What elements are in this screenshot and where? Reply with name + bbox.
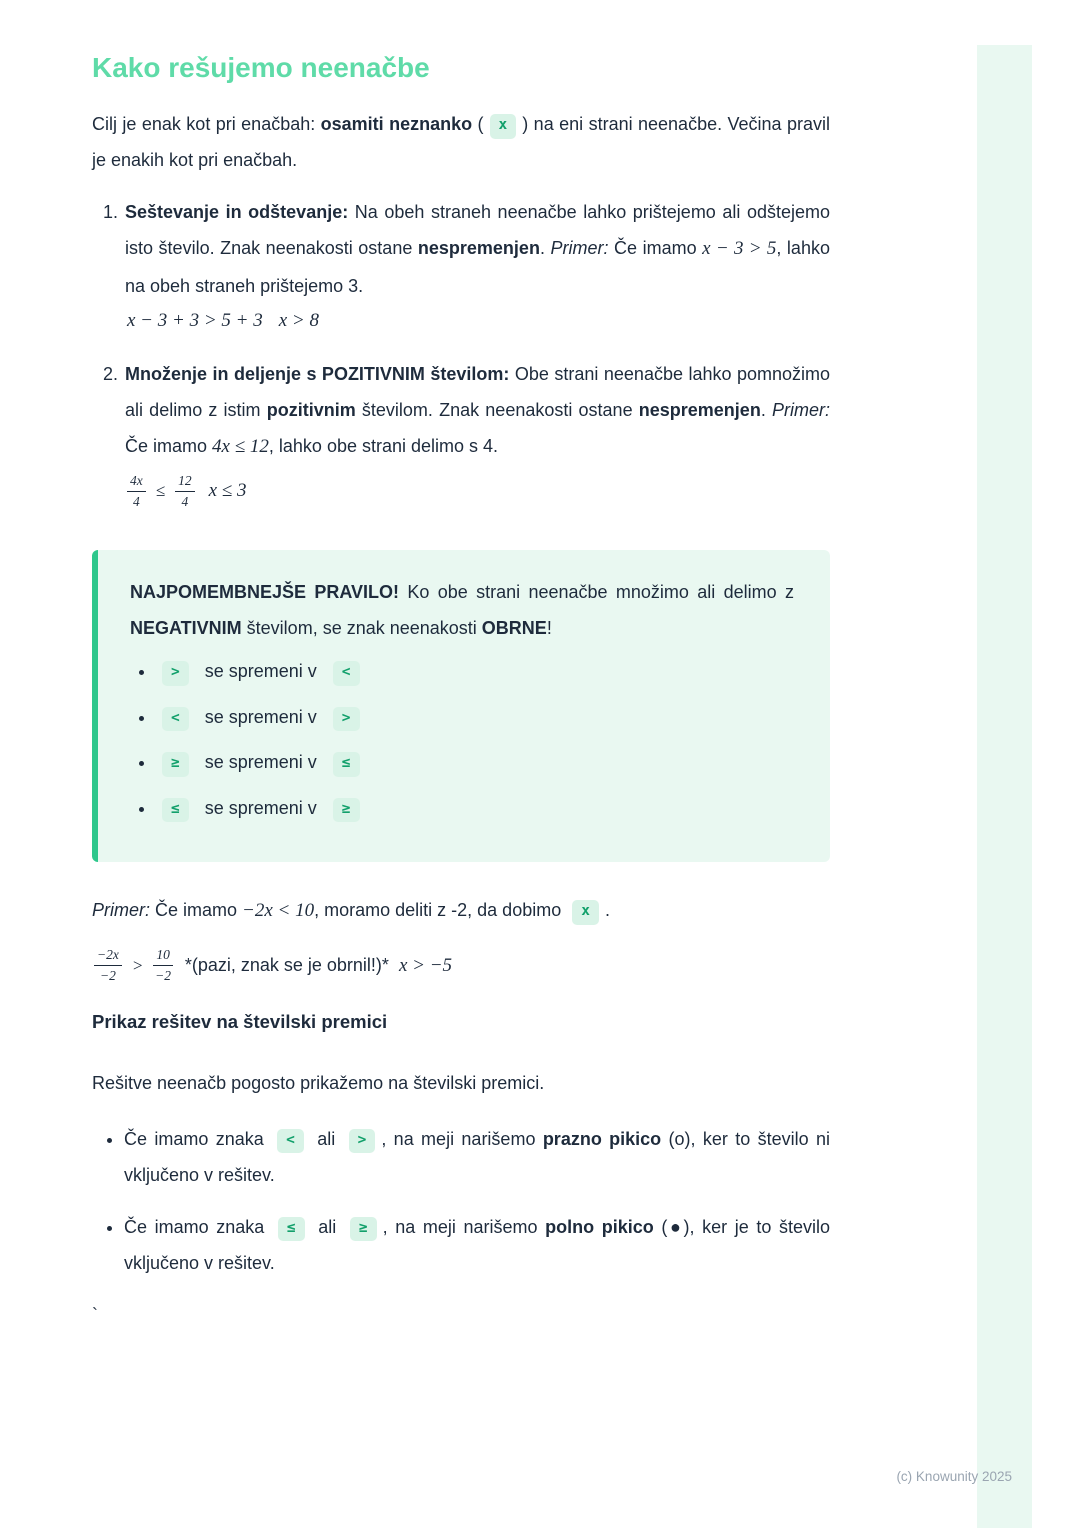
math-text: x − 3 > 5 bbox=[702, 238, 777, 259]
x-chip: x bbox=[572, 900, 599, 925]
math-text: −2x < 10 bbox=[242, 900, 315, 922]
rule-item-multiplication bbox=[92, 356, 830, 536]
fraction bbox=[153, 946, 173, 984]
fraction-math-line bbox=[127, 472, 830, 510]
list-number: 2. bbox=[103, 364, 119, 384]
text-run: , moramo deliti z -2, da dobimo bbox=[314, 900, 567, 921]
symbol-change-row bbox=[156, 747, 794, 778]
math-text: x > −5 bbox=[398, 954, 453, 976]
math-text: x ≤ 3 bbox=[208, 480, 247, 502]
text-run: (●), ker je to število vključeno v rešitev. bbox=[124, 1216, 831, 1273]
symbol-chip: ≤ bbox=[162, 798, 189, 823]
bold-text: prazno pikico bbox=[542, 1128, 662, 1149]
bold-text: OBRNE bbox=[481, 618, 547, 639]
fraction-numerator: 10 bbox=[153, 946, 173, 966]
fraction bbox=[127, 472, 146, 510]
symbol-change-row bbox=[156, 656, 794, 687]
math-text: 4x ≤ 12 bbox=[212, 436, 269, 457]
text-run: , na meji narišemo bbox=[382, 1216, 546, 1237]
text-run: Če imamo bbox=[150, 900, 243, 921]
text-run: se spremeni v bbox=[204, 797, 317, 818]
bold-text: nespremenjen bbox=[417, 238, 540, 258]
page-title: Kako rešujemo neenačbe bbox=[92, 52, 430, 83]
fraction-denominator: −2 bbox=[99, 968, 116, 984]
inequality-operator: ≤ bbox=[155, 481, 166, 501]
bold-text: osamiti neznanko bbox=[320, 114, 473, 134]
symbol-chip: ≥ bbox=[162, 752, 189, 777]
symbol-chip: > bbox=[349, 1129, 376, 1154]
fraction-denominator: −2 bbox=[155, 968, 172, 984]
fraction-denominator: 4 bbox=[181, 493, 189, 509]
text-run: Če imamo znaka bbox=[124, 1128, 272, 1149]
list-number: 1. bbox=[103, 202, 119, 222]
text-run: . bbox=[604, 900, 610, 921]
fraction bbox=[94, 946, 122, 984]
numberline-bullet bbox=[124, 1209, 830, 1281]
symbol-change-row bbox=[156, 702, 794, 733]
symbol-chip: > bbox=[162, 661, 189, 686]
fraction-numerator: 4x bbox=[127, 472, 146, 492]
text-run: se spremeni v bbox=[204, 661, 317, 682]
warning-note: *(pazi, znak se je obrnil!)* bbox=[184, 955, 389, 976]
symbol-change-row bbox=[156, 793, 794, 824]
text-run: Ko obe strani neenačbe množimo ali delimo z bbox=[399, 582, 794, 603]
example-math-line bbox=[94, 946, 830, 984]
text-run: , na meji narišemo bbox=[381, 1128, 543, 1149]
text-run: številom. Znak neenakosti ostane bbox=[355, 400, 639, 420]
intro-paragraph bbox=[92, 106, 830, 178]
symbol-chip: < bbox=[277, 1129, 304, 1154]
text-run: , lahko na obeh straneh prištejemo 3. bbox=[125, 238, 830, 296]
text-run: ! bbox=[546, 618, 552, 639]
stray-backtick: ` bbox=[92, 1304, 98, 1325]
rule-body bbox=[125, 356, 830, 536]
rule-text bbox=[125, 194, 830, 304]
bold-text: polno pikico bbox=[545, 1216, 654, 1237]
rule-text bbox=[125, 356, 830, 466]
text-run: se spremeni v bbox=[204, 706, 317, 727]
numberline-bullet-list bbox=[92, 1121, 830, 1281]
bold-text: Množenje in deljenje s POZITIVNIM številom: bbox=[125, 364, 510, 384]
inequality-operator: > bbox=[131, 955, 144, 975]
text-run: . bbox=[760, 400, 772, 420]
text-run: ) na eni strani neenačbe. Večina pravil je enakih kot pri enačbah. bbox=[92, 114, 830, 170]
bold-text: pozitivnim bbox=[266, 400, 356, 420]
text-run: ( bbox=[472, 114, 484, 134]
symbol-chip: > bbox=[333, 707, 360, 732]
text-run: (o), ker to število ni vključeno v rešitev. bbox=[124, 1128, 831, 1185]
text-run: , lahko obe strani delimo s 4. bbox=[268, 436, 499, 456]
symbol-chip: < bbox=[333, 661, 360, 686]
symbol-chip: ≥ bbox=[333, 798, 360, 823]
symbol-chip: ≤ bbox=[333, 752, 360, 777]
text-run: Cilj je enak kot pri enačbah: bbox=[92, 114, 321, 134]
text-run: Na obeh straneh neenačbe lahko prištejemo ali odštejemo isto število. Znak neenakosti ostane bbox=[125, 202, 830, 258]
fraction-numerator: 12 bbox=[175, 472, 195, 492]
rules-list bbox=[92, 194, 830, 536]
math-text: x > 8 bbox=[278, 310, 319, 331]
bold-text: NEGATIVNIM bbox=[130, 618, 242, 639]
bold-text: Seštevanje in odštevanje: bbox=[125, 202, 349, 222]
section-heading: Prikaz rešitev na številski premici bbox=[92, 1010, 388, 1032]
fraction-denominator: 4 bbox=[133, 493, 140, 509]
math-line bbox=[127, 310, 830, 332]
fraction bbox=[175, 472, 195, 510]
text-run: . bbox=[539, 238, 551, 258]
numberline-intro: Rešitve neenačb pogosto prikažemo na številski premici. bbox=[92, 1072, 545, 1093]
x-chip: x bbox=[490, 114, 517, 139]
text-run: Če imamo bbox=[608, 238, 703, 258]
text-run: ali bbox=[309, 1128, 343, 1149]
symbol-change-list bbox=[130, 656, 794, 823]
italic-text: Primer: bbox=[772, 400, 830, 420]
footer-copyright: (c) Knowunity 2025 bbox=[896, 1469, 1012, 1484]
rule-item-addition bbox=[92, 194, 830, 356]
fraction-numerator: −2x bbox=[94, 946, 122, 966]
text-run: Če imamo znaka bbox=[124, 1216, 272, 1237]
symbol-chip: < bbox=[162, 707, 189, 732]
math-text: x − 3 + 3 > 5 + 3 bbox=[127, 310, 263, 331]
text-run: Obe strani neenačbe lahko pomnožimo ali delimo z istim bbox=[125, 364, 830, 420]
symbol-chip: ≥ bbox=[350, 1217, 377, 1242]
bold-text: NAJPOMEMBNEJŠE PRAVILO! bbox=[130, 582, 400, 603]
italic-text: Primer: bbox=[92, 900, 150, 921]
bold-text: nespremenjen bbox=[638, 400, 761, 420]
rule-body bbox=[125, 194, 830, 356]
important-rule-callout bbox=[92, 550, 830, 862]
example-paragraph bbox=[92, 892, 830, 930]
text-run: ali bbox=[310, 1216, 344, 1237]
text-run: številom, se znak neenakosti bbox=[241, 618, 482, 639]
symbol-chip: ≤ bbox=[278, 1217, 305, 1242]
text-run: se spremeni v bbox=[204, 752, 317, 773]
numberline-bullet bbox=[124, 1121, 830, 1193]
callout-text bbox=[130, 574, 794, 646]
text-run: Če imamo bbox=[125, 436, 213, 456]
italic-text: Primer: bbox=[550, 238, 609, 258]
